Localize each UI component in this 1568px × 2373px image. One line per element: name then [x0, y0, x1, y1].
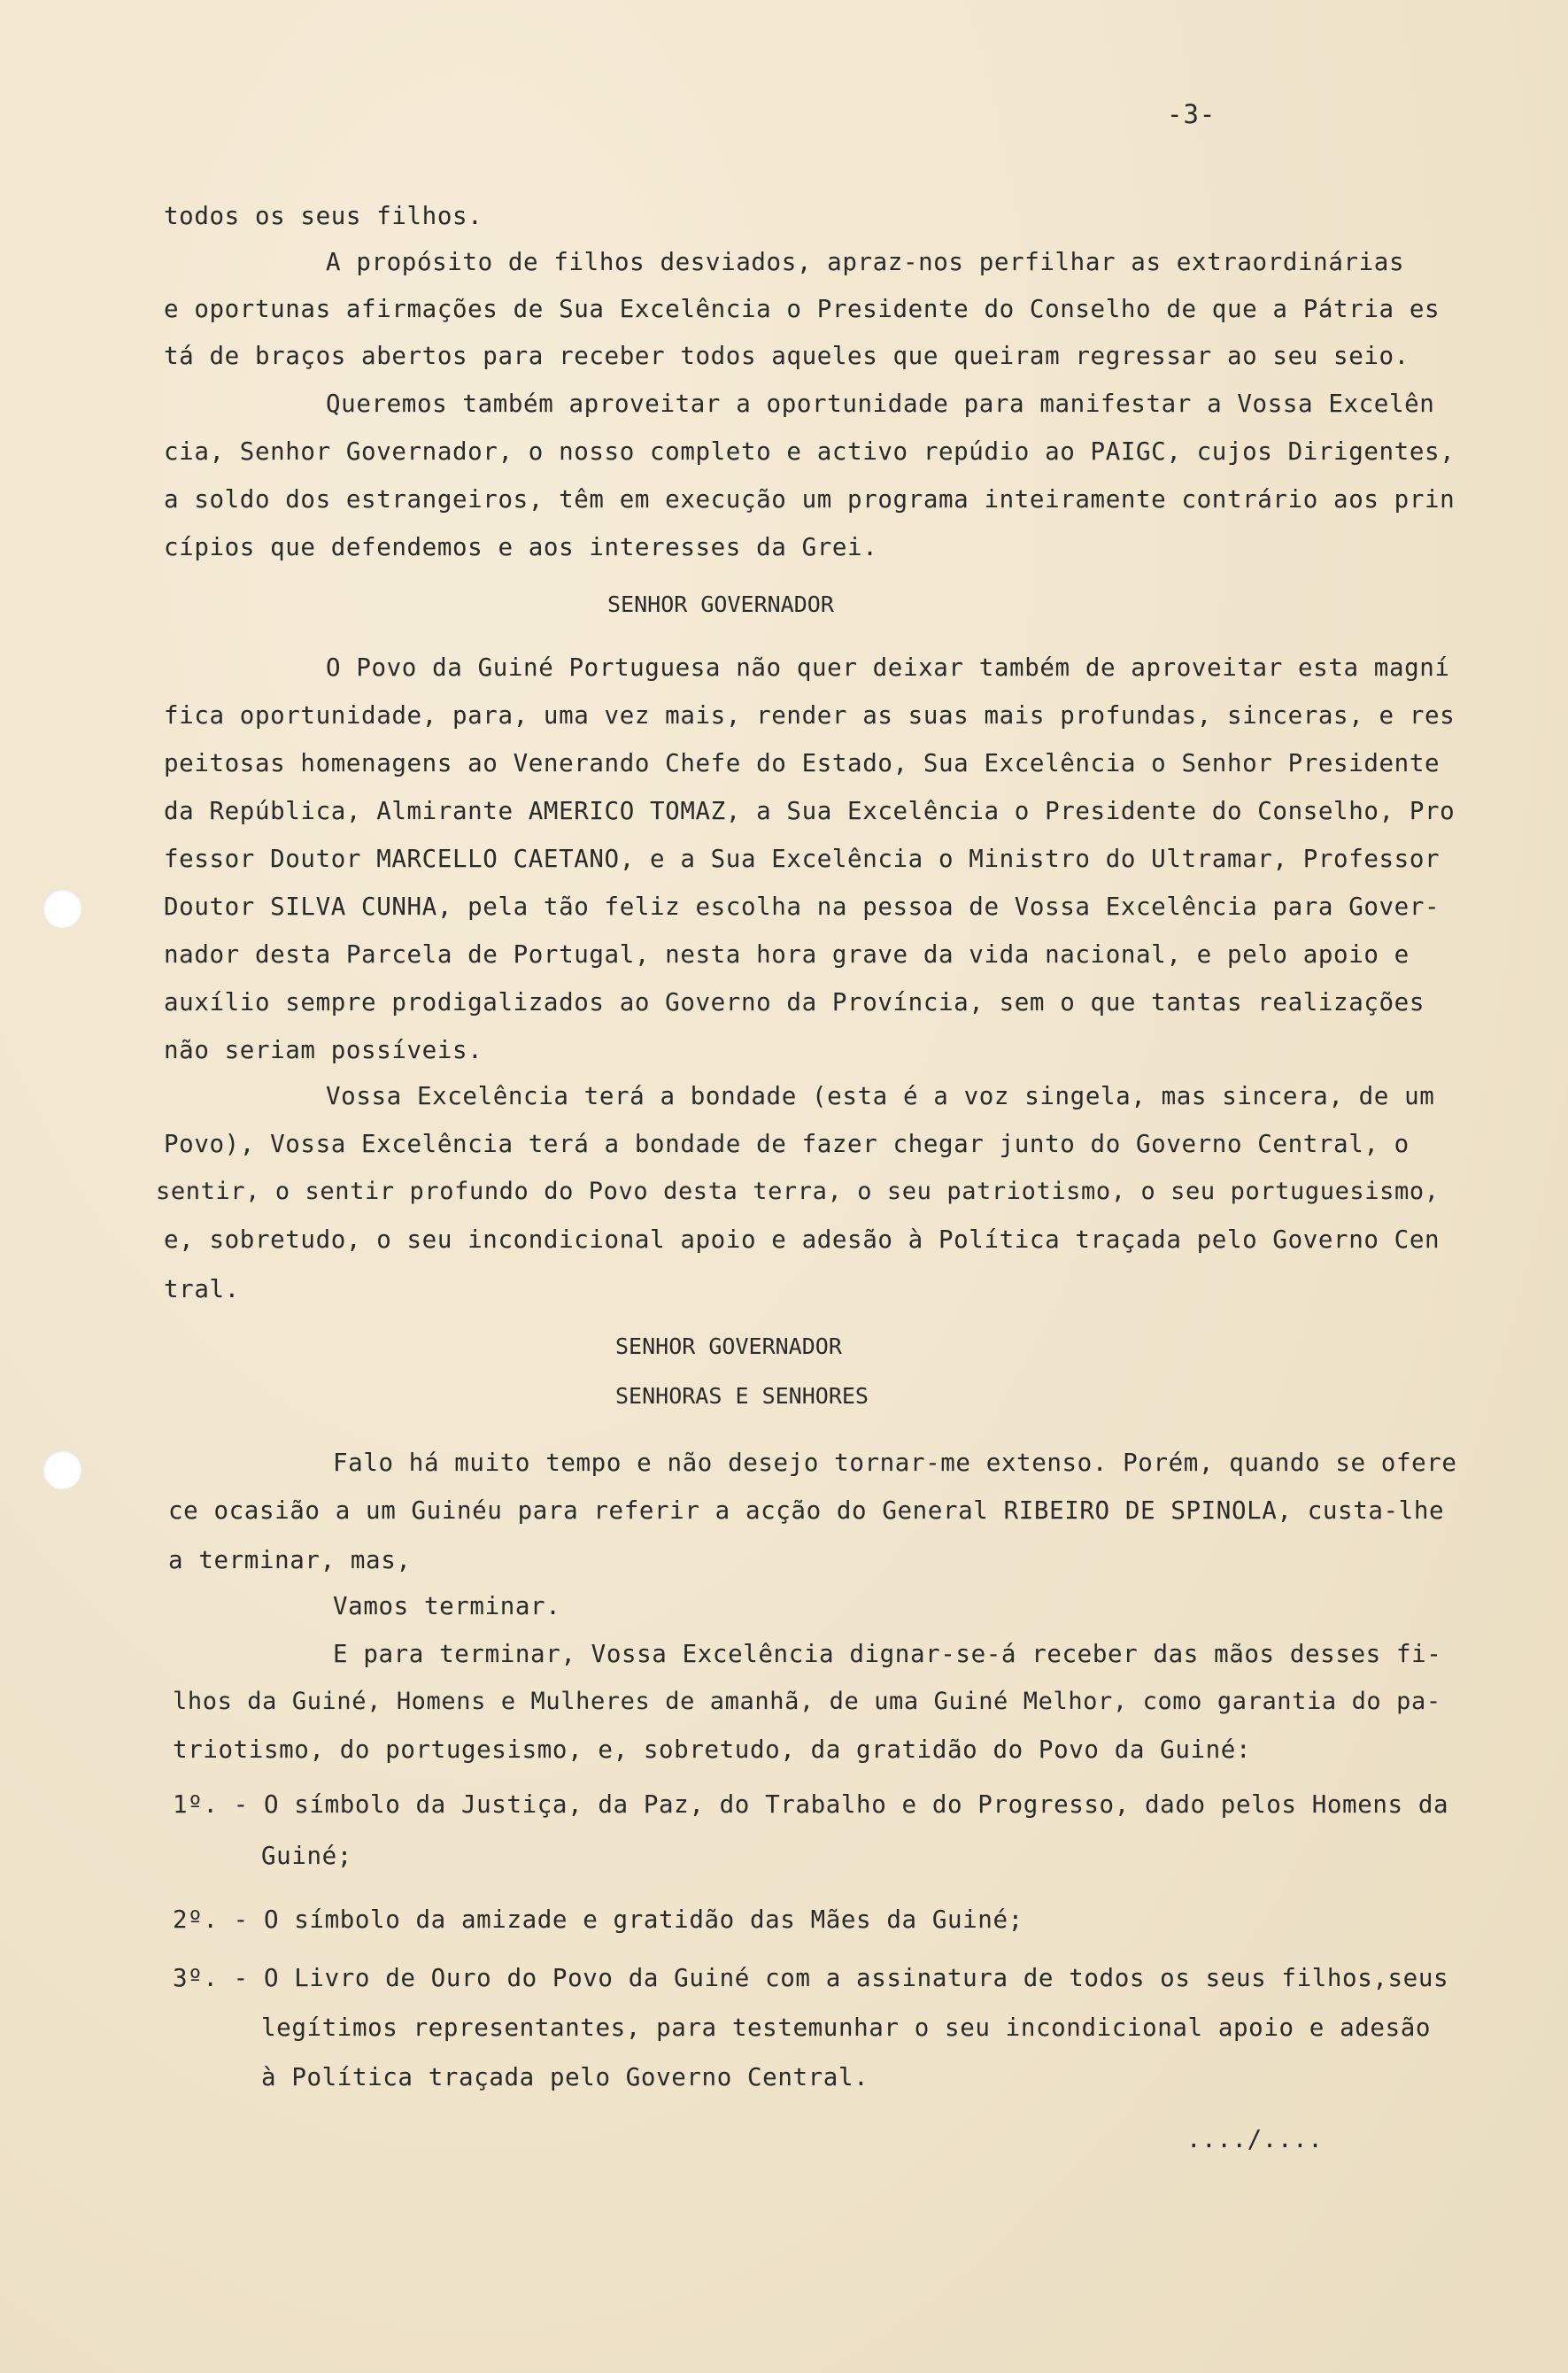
section-heading: SENHOR GOVERNADOR — [607, 591, 834, 617]
list-item: 3º. - O Livro de Ouro do Povo da Guiné com a assinatura de todos os seus filhos,seus — [173, 1964, 1449, 1992]
text-line: O Povo da Guiné Portuguesa não quer deixar também de aproveitar esta magní — [326, 653, 1450, 682]
text-line: não seriam possíveis. — [164, 1036, 483, 1064]
text-line: fessor Doutor MARCELLO CAETANO, e a Sua Excelência o Ministro do Ultramar, Professor — [164, 845, 1441, 873]
text-line: nador desta Parcela de Portugal, nesta hora grave da vida nacional, e pelo apoio e — [164, 940, 1410, 969]
text-line: sentir, o sentir profundo do Povo desta terra, o seu patriotismo, o seu portuguesismo, — [156, 1178, 1440, 1205]
text-line: A propósito de filhos desviados, apraz-nos perfilhar as extraordinárias — [326, 248, 1405, 276]
text-line: e, sobretudo, o seu incondicional apoio e adesão à Política traçada pelo Governo Cen — [164, 1225, 1441, 1254]
text-line: cia, Senhor Governador, o nosso completo e activo repúdio ao PAIGC, cujos Dirigentes, — [164, 437, 1456, 466]
text-line: tral. — [164, 1275, 240, 1303]
page-number: -3- — [1167, 99, 1217, 129]
section-heading: SENHORAS E SENHORES — [615, 1383, 869, 1409]
section-heading: SENHOR GOVERNADOR — [615, 1333, 842, 1359]
list-item-continuation: Guiné; — [261, 1842, 352, 1870]
text-line: Vamos terminar. — [333, 1592, 561, 1620]
text-line: da República, Almirante AMERICO TOMAZ, a Sua Excelência o Presidente do Conselho, Pro — [164, 797, 1456, 825]
list-item: 2º. - O símbolo da amizade e gratidão das Mães da Guiné; — [173, 1905, 1023, 1934]
text-line: triotismo, do portugesismo, e, sobretudo, da gratidão do Povo da Guiné: — [173, 1735, 1252, 1764]
punch-hole-top — [42, 889, 81, 928]
text-line: Doutor SILVA CUNHA, pela tão feliz escolha na pessoa de Vossa Excelência para Gover- — [164, 893, 1441, 921]
text-line: tá de braços abertos para receber todos aqueles que queiram regressar ao seu seio. — [164, 342, 1410, 370]
continuation-mark: ..../.... — [1186, 2125, 1324, 2153]
text-line: fica oportunidade, para, uma vez mais, render as suas mais profundas, sinceras, e res — [164, 701, 1456, 730]
text-line: cípios que defendemos e aos interesses da Grei. — [164, 533, 878, 561]
list-item-continuation: legítimos representantes, para testemunhar o seu incondicional apoio e adesão — [261, 2014, 1432, 2042]
text-line: Queremos também aproveitar a oportunidade para manifestar a Vossa Excelên — [326, 390, 1435, 418]
text-line: e oportunas afirmações de Sua Excelência o Presidente do Conselho de que a Pátria es — [164, 295, 1441, 323]
text-line: todos os seus filhos. — [164, 202, 483, 230]
punch-hole-bottom — [42, 1450, 81, 1489]
text-line: a terminar, mas, — [168, 1546, 412, 1574]
list-item: 1º. - O símbolo da Justiça, da Paz, do Trabalho e do Progresso, dado pelos Homens da — [173, 1790, 1449, 1819]
text-line: Povo), Vossa Excelência terá a bondade de fazer chegar junto do Governo Central, o — [164, 1130, 1410, 1158]
text-line: E para terminar, Vossa Excelência dignar-se-á receber das mãos desses fi- — [333, 1640, 1442, 1668]
text-line: peitosas homenagens ao Venerando Chefe do Estado, Sua Excelência o Senhor Presidente — [164, 749, 1441, 777]
text-line: Falo há muito tempo e não desejo tornar-me extenso. Porém, quando se ofere — [333, 1449, 1457, 1477]
text-line: lhos da Guiné, Homens e Mulheres de amanhã, de uma Guiné Melhor, como garantia do pa- — [173, 1688, 1441, 1715]
text-line: a soldo dos estrangeiros, têm em execução um programa inteiramente contrário aos prin — [164, 485, 1456, 514]
text-line: auxílio sempre prodigalizados ao Governo da Província, sem o que tantas realizações — [164, 988, 1425, 1016]
text-line: ce ocasião a um Guinéu para referir a acção do General RIBEIRO DE SPINOLA, custa-lhe — [168, 1496, 1445, 1525]
text-line: Vossa Excelência terá a bondade (esta é a voz singela, mas sincera, de um — [326, 1082, 1435, 1110]
list-item-continuation: à Política traçada pelo Governo Central. — [261, 2063, 869, 2091]
